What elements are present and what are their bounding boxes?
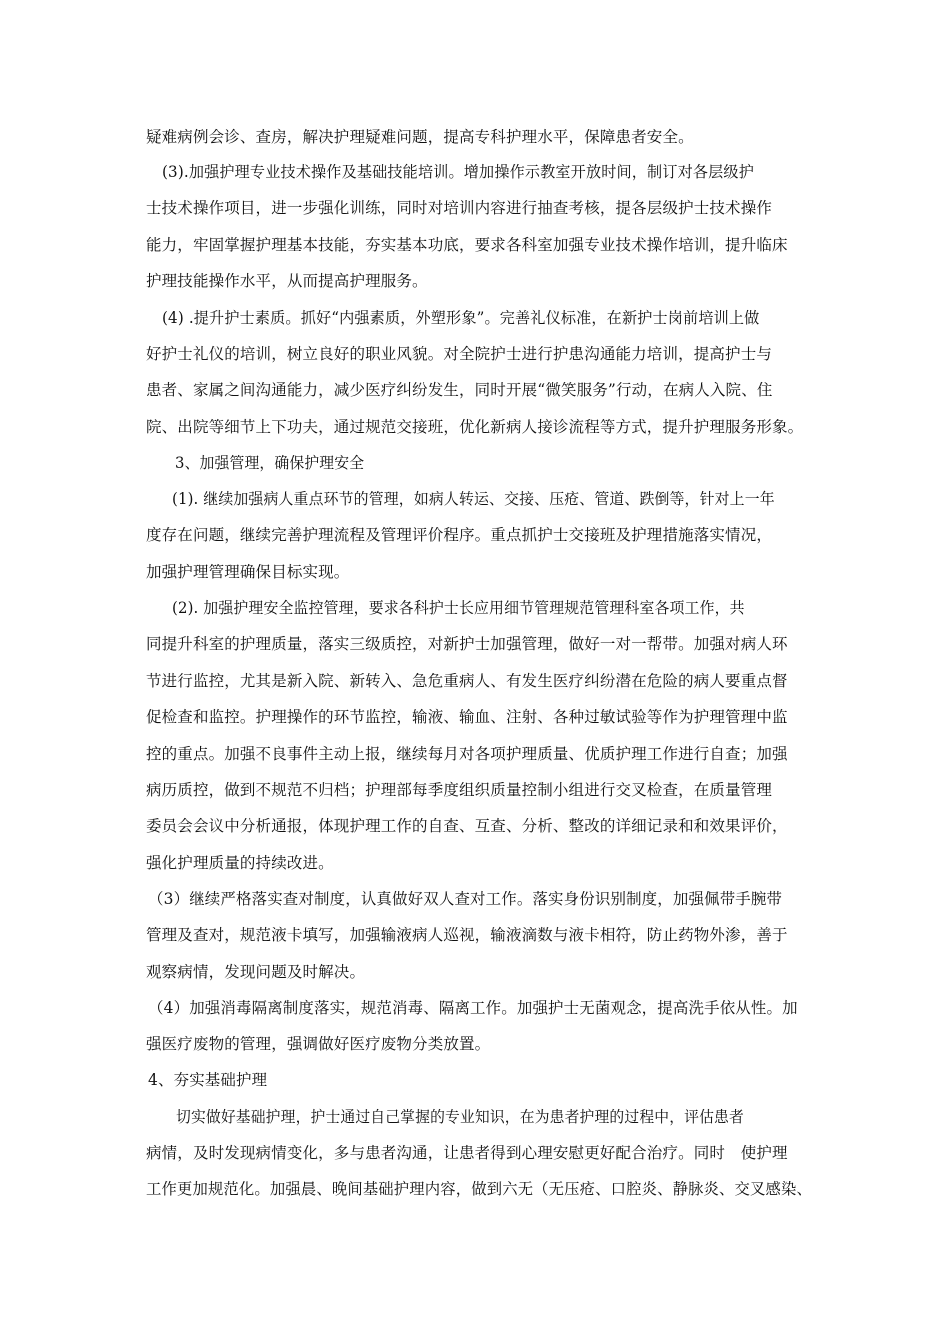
text-line: 工作更加规范化。加强晨、晚间基础护理内容，做到六无（无压疮、口腔炎、静脉炎、交叉感染、 [146, 1180, 812, 1198]
text-line: 疑难病例会诊、查房，解决护理疑难问题，提高专科护理水平，保障患者安全。 [146, 128, 694, 146]
text-line: 同提升科室的护理质量，落实三级质控，对新护士加强管理，做好一对一帮带。加强对病人环 [146, 635, 788, 653]
text-line: 病历质控，做到不规范不归档；护理部每季度组织质量控制小组进行交叉检查，在质量管理 [146, 781, 773, 799]
text-line: 士技术操作项目，进一步强化训练，同时对培训内容进行抽查考核，提各层级护士技术操作 [146, 199, 773, 217]
text-line: 控的重点。加强不良事件主动上报，继续每月对各项护理质量、优质护理工作进行自查；加强 [146, 745, 788, 763]
text-line: 委员会会议中分析通报，体现护理工作的自查、互查、分析、整改的详细记录和和效果评价， [146, 817, 788, 835]
text-line: （4）加强消毒隔离制度落实，规范消毒、隔离工作。加强护士无菌观念，提高洗手依从性。加 [148, 999, 798, 1017]
text-line: 患者、家属之间沟通能力，减少医疗纠纷发生，同时开展“微笑服务”行动，在病人入院、住 [146, 381, 773, 399]
text-line: 护理技能操作水平，从而提高护理服务。 [146, 272, 428, 290]
text-line: 病情，及时发现病情变化，多与患者沟通，让患者得到心理安慰更好配合治疗。同时 使护理 [146, 1144, 788, 1162]
text-line: （3）继续严格落实查对制度，认真做好双人查对工作。落实身份识别制度，加强佩带手腕带 [148, 890, 783, 908]
section-heading: 4、夯实基础护理 [148, 1071, 268, 1089]
text-line: 加强护理管理确保目标实现。 [146, 563, 350, 581]
text-line: 观察病情，发现问题及时解决。 [146, 963, 366, 981]
text-line: (3).加强护理专业技术操作及基础技能培训。增加操作示教室开放时间，制订对各层级护 [162, 163, 754, 181]
text-line: 度存在问题，继续完善护理流程及管理评价程序。重点抓护士交接班及护理措施落实情况， [146, 526, 773, 544]
text-line: (4) .提升护士素质。抓好“内强素质，外塑形象”。完善礼仪标准，在新护士岗前培训上做 [162, 309, 760, 327]
section-heading: 3、加强管理，确保护理安全 [175, 454, 365, 472]
text-line: (1). 继续加强病人重点环节的管理，如病人转运、交接、压疮、管道、跌倒等，针对上一年 [172, 490, 775, 508]
text-line: 强化护理质量的持续改进。 [146, 854, 334, 872]
text-line: 节进行监控，尤其是新入院、新转入、急危重病人、有发生医疗纠纷潜在危险的病人要重点督 [146, 672, 788, 690]
text-line: 管理及查对，规范液卡填写，加强输液病人巡视，输液滴数与液卡相符，防止药物外渗，善于 [146, 926, 788, 944]
text-line: 促检查和监控。护理操作的环节监控，输液、输血、注射、各种过敏试验等作为护理管理中监 [146, 708, 788, 726]
text-line: 好护士礼仪的培训，树立良好的职业风貌。对全院护士进行护患沟通能力培训，提高护士与 [146, 345, 773, 363]
text-line: 切实做好基础护理，护士通过自己掌握的专业知识，在为患者护理的过程中，评估患者 [176, 1108, 744, 1126]
text-line: 院、出院等细节上下功夫，通过规范交接班，优化新病人接诊流程等方式，提升护理服务形象。 [146, 418, 804, 436]
text-line: 强医疗废物的管理，强调做好医疗废物分类放置。 [146, 1035, 491, 1053]
text-line: (2). 加强护理安全监控管理，要求各科护士长应用细节管理规范管理科室各项工作，共 [172, 599, 745, 617]
text-line: 能力，牢固掌握护理基本技能，夯实基本功底，要求各科室加强专业技术操作培训，提升临床 [146, 236, 788, 254]
